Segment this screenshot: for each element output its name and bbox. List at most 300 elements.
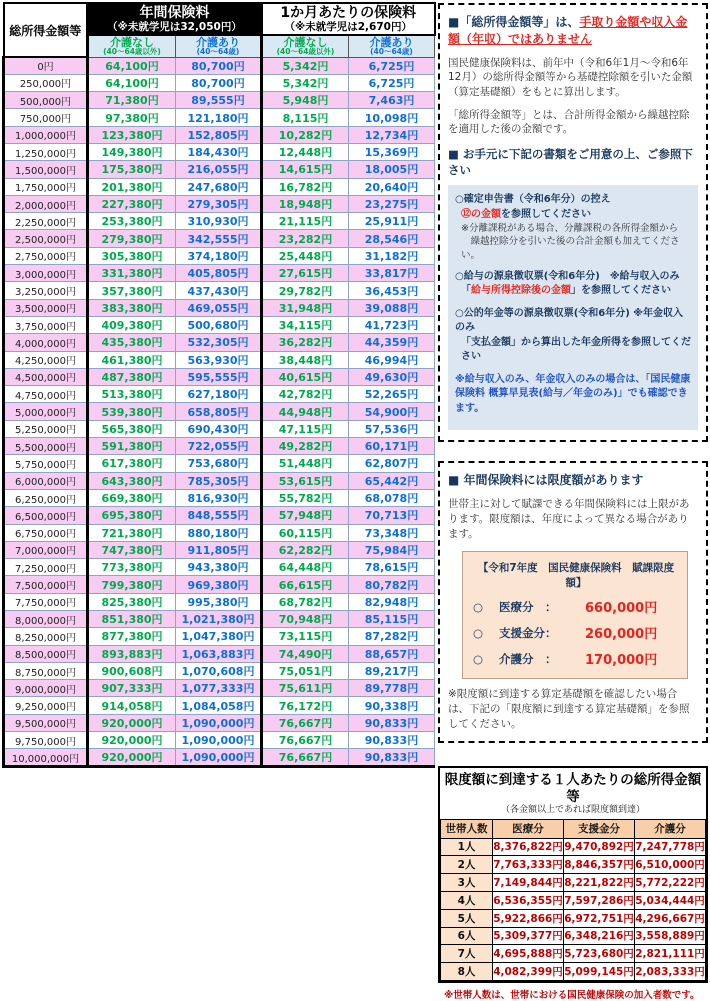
subheader-annual-no-care — [88, 35, 176, 57]
annual-no-care-cell: 253,380円 — [88, 213, 176, 230]
annual-no-care-cell: 851,380円 — [88, 611, 176, 628]
premium-row — [4, 230, 435, 247]
monthly-care-cell: 31,182円 — [349, 247, 435, 264]
limit-label: 支援金分： — [499, 625, 557, 640]
doc-item-tax-return — [455, 193, 691, 262]
premium-row — [4, 92, 435, 109]
care-amount-cell: 5,034,444円 — [635, 891, 706, 909]
premium-row — [4, 680, 435, 697]
monthly-no-care-cell: 60,115円 — [262, 524, 349, 541]
reference-rest: 」を参照してください — [571, 285, 671, 297]
limit-value: 260,000円 — [585, 627, 658, 643]
premium-row — [4, 645, 435, 662]
annual-care-cell: 500,680円 — [176, 316, 262, 333]
annual-no-care-cell: 383,380円 — [88, 299, 176, 316]
premium-table-body — [4, 57, 435, 767]
medical-amount-cell: 6,536,355円 — [493, 891, 564, 909]
income-cell: 8,500,000円 — [4, 645, 88, 662]
documents-panel — [448, 185, 698, 430]
monthly-no-care-cell: 73,115円 — [262, 628, 349, 645]
monthly-care-cell: 89,778円 — [349, 680, 435, 697]
annual-care-cell: 816,930円 — [176, 489, 262, 506]
premium-row — [4, 420, 435, 437]
annual-care-cell: 1,063,883円 — [176, 645, 262, 662]
care-amount-cell: 5,772,222円 — [635, 874, 706, 892]
income-cell: 1,000,000円 — [4, 126, 88, 143]
medical-amount-cell: 8,376,822円 — [493, 838, 564, 856]
no-care-range: (40～64歳以外) — [276, 47, 335, 57]
premium-row — [4, 403, 435, 420]
monthly-care-cell: 7,463円 — [349, 92, 435, 109]
monthly-no-care-cell: 76,667円 — [262, 714, 349, 731]
limit-row — [441, 909, 706, 927]
care-amount-cell: 3,558,889円 — [635, 927, 706, 945]
doc-reference-line: 「支払金額」から算出した年金所得を参照してください — [461, 336, 691, 363]
care-range: (40～64歳) — [370, 47, 413, 57]
income-cell: 4,000,000円 — [4, 334, 88, 351]
annual-no-care-cell: 409,380円 — [88, 316, 176, 333]
limit-reference-note: ※限度額に到達する算定基礎額を確認したい場合は、下記の「限度額に到達する算定基礎額」を参照してください。 — [448, 688, 690, 730]
doc-note: ※分離課税がある場合、分離課税の各所得金額から — [461, 223, 678, 235]
limit-table-subtitle: （各金額以上であれば限度額到達） — [500, 804, 645, 815]
premium-row — [4, 438, 435, 455]
annual-no-care-cell: 435,380円 — [88, 334, 176, 351]
annual-care-cell: 1,090,000円 — [176, 749, 262, 767]
monthly-care-cell: 65,442円 — [349, 472, 435, 489]
premium-row — [4, 489, 435, 506]
documents-title: ■ お手元に下記の書類をご用意の上、ご参照下さい — [448, 147, 693, 178]
annual-no-care-cell: 920,000円 — [88, 714, 176, 731]
income-cell: 8,000,000円 — [4, 611, 88, 628]
annual-premium-header — [88, 3, 262, 35]
income-cell: 2,500,000円 — [4, 230, 88, 247]
medical-amount-cell: 4,695,888円 — [493, 945, 564, 963]
income-cell: 2,250,000円 — [4, 213, 88, 230]
premium-row — [4, 195, 435, 212]
household-size-cell: 5人 — [441, 909, 493, 927]
medical-amount-cell: 4,082,399円 — [493, 963, 564, 981]
income-cell: 7,500,000円 — [4, 576, 88, 593]
annual-care-cell: 995,380円 — [176, 593, 262, 610]
income-cell: 6,000,000円 — [4, 472, 88, 489]
annual-premium-note: （※未就学児は32,050円） — [107, 21, 242, 34]
premium-row — [4, 265, 435, 282]
premium-row — [4, 57, 435, 74]
income-cell: 9,500,000円 — [4, 714, 88, 731]
monthly-care-cell: 68,078円 — [349, 489, 435, 506]
annual-care-cell: 563,930円 — [176, 351, 262, 368]
annual-care-cell: 785,305円 — [176, 472, 262, 489]
annual-care-cell: 627,180円 — [176, 386, 262, 403]
monthly-care-cell: 20,640円 — [349, 178, 435, 195]
monthly-no-care-cell: 5,342円 — [262, 57, 349, 74]
right-column — [438, 3, 708, 1001]
annual-no-care-cell: 461,380円 — [88, 351, 176, 368]
monthly-no-care-cell: 53,615円 — [262, 472, 349, 489]
income-definition-title — [448, 14, 698, 48]
annual-care-cell: 911,805円 — [176, 541, 262, 558]
monthly-no-care-cell: 55,782円 — [262, 489, 349, 506]
monthly-care-cell: 82,948円 — [349, 593, 435, 610]
care-amount-cell: 4,296,667円 — [635, 909, 706, 927]
monthly-no-care-cell: 36,282円 — [262, 334, 349, 351]
monthly-no-care-cell: 74,490円 — [262, 645, 349, 662]
income-column-header: 総所得金額等 — [4, 3, 88, 57]
annual-care-cell: 310,930円 — [176, 213, 262, 230]
annual-no-care-cell: 643,380円 — [88, 472, 176, 489]
annual-no-care-cell: 591,380円 — [88, 438, 176, 455]
limit-table-title: 限度額に到達する１人あたりの総所得金額等 — [444, 772, 702, 805]
annual-no-care-cell: 201,380円 — [88, 178, 176, 195]
limit-row — [441, 874, 706, 892]
annual-care-cell: 184,430円 — [176, 143, 262, 160]
premium-row — [4, 628, 435, 645]
annual-no-care-cell: 487,380円 — [88, 368, 176, 385]
limit-item-support — [473, 623, 679, 642]
annual-care-cell: 690,430円 — [176, 420, 262, 437]
annual-care-cell: 121,180円 — [176, 109, 262, 126]
monthly-care-cell: 70,713円 — [349, 507, 435, 524]
income-cell: 3,500,000円 — [4, 299, 88, 316]
annual-care-cell: 969,380円 — [176, 576, 262, 593]
monthly-no-care-cell: 62,282円 — [262, 541, 349, 558]
monthly-no-care-cell: 70,948円 — [262, 611, 349, 628]
annual-no-care-cell: 97,380円 — [88, 109, 176, 126]
premium-row — [4, 455, 435, 472]
premium-row — [4, 507, 435, 524]
monthly-care-cell: 90,833円 — [349, 749, 435, 767]
income-cell: 3,000,000円 — [4, 265, 88, 282]
annual-no-care-cell: 565,380円 — [88, 420, 176, 437]
annual-no-care-cell: 695,380円 — [88, 507, 176, 524]
annual-no-care-cell: 825,380円 — [88, 593, 176, 610]
monthly-care-cell: 49,630円 — [349, 368, 435, 385]
monthly-no-care-cell: 16,782円 — [262, 178, 349, 195]
annual-no-care-cell: 773,380円 — [88, 559, 176, 576]
annual-no-care-cell: 617,380円 — [88, 455, 176, 472]
premium-row — [4, 178, 435, 195]
annual-care-cell: 1,090,000円 — [176, 714, 262, 731]
annual-no-care-cell: 721,380円 — [88, 524, 176, 541]
income-cell: 9,750,000円 — [4, 732, 88, 749]
limit-reach-table-box — [438, 766, 708, 983]
limit-item-care — [473, 649, 679, 668]
household-size-cell: 4人 — [441, 891, 493, 909]
annual-no-care-cell: 279,380円 — [88, 230, 176, 247]
support-amount-cell: 6,972,751円 — [564, 909, 635, 927]
annual-care-cell: 279,305円 — [176, 195, 262, 212]
annual-no-care-cell: 64,100円 — [88, 74, 176, 91]
title-prefix: ■「総所得金額等」は、 — [448, 15, 580, 29]
premium-row — [4, 299, 435, 316]
monthly-no-care-cell: 10,282円 — [262, 126, 349, 143]
income-cell: 5,250,000円 — [4, 420, 88, 437]
reference-rest: を参照してください — [501, 208, 591, 220]
monthly-no-care-cell: 14,615円 — [262, 161, 349, 178]
monthly-no-care-cell: 5,948円 — [262, 92, 349, 109]
medical-amount-cell: 7,149,844円 — [493, 874, 564, 892]
monthly-no-care-cell: 51,448円 — [262, 455, 349, 472]
limit-row — [441, 856, 706, 874]
premium-row — [4, 126, 435, 143]
title-red-warning: 手取り金額や収入金額（年収）ではありません — [448, 15, 688, 46]
medical-amount-cell: 5,922,866円 — [493, 909, 564, 927]
annual-no-care-cell: 907,333円 — [88, 680, 176, 697]
annual-care-cell: 80,700円 — [176, 74, 262, 91]
support-amount-cell: 8,846,357円 — [564, 856, 635, 874]
monthly-care-cell: 62,807円 — [349, 455, 435, 472]
annual-no-care-cell: 71,380円 — [88, 92, 176, 109]
bullet-circle: ○ — [473, 625, 484, 640]
income-definition-box — [438, 3, 708, 442]
limit-label: 介護分 ： — [499, 651, 557, 666]
premium-row — [4, 559, 435, 576]
monthly-premium-title: 1か月あたりの保険料 — [280, 4, 417, 21]
income-cell: 2,750,000円 — [4, 247, 88, 264]
income-cell: 0円 — [4, 57, 88, 74]
household-size-cell: 7人 — [441, 945, 493, 963]
income-cell: 6,750,000円 — [4, 524, 88, 541]
monthly-no-care-cell: 64,448円 — [262, 559, 349, 576]
care-amount-cell: 2,083,333円 — [635, 963, 706, 981]
monthly-care-cell: 25,911円 — [349, 213, 435, 230]
doc-reference-line — [455, 208, 691, 223]
income-cell: 8,250,000円 — [4, 628, 88, 645]
doc-heading: ○公的年金等の源泉徴収票(令和6年分) ※年金収入のみ — [455, 307, 684, 334]
monthly-care-cell: 90,338円 — [349, 697, 435, 714]
income-cell: 7,000,000円 — [4, 541, 88, 558]
household-size-cell: 8人 — [441, 963, 493, 981]
limit-info-box — [438, 461, 708, 743]
income-cell: 1,500,000円 — [4, 161, 88, 178]
income-cell: 8,750,000円 — [4, 662, 88, 679]
annual-no-care-cell: 123,380円 — [88, 126, 176, 143]
monthly-care-cell: 90,833円 — [349, 732, 435, 749]
income-cell: 3,750,000円 — [4, 316, 88, 333]
annual-care-cell: 1,070,608円 — [176, 662, 262, 679]
quote-open: 「 — [461, 285, 471, 297]
monthly-care-cell: 10,098円 — [349, 109, 435, 126]
monthly-care-cell: 52,265円 — [349, 386, 435, 403]
monthly-care-cell: 78,615円 — [349, 559, 435, 576]
premium-row — [4, 161, 435, 178]
annual-care-cell: 1,084,058円 — [176, 697, 262, 714]
monthly-no-care-cell: 12,448円 — [262, 143, 349, 160]
income-cell: 4,750,000円 — [4, 386, 88, 403]
annual-care-cell: 532,305円 — [176, 334, 262, 351]
monthly-care-cell: 57,536円 — [349, 420, 435, 437]
monthly-care-cell: 18,005円 — [349, 161, 435, 178]
monthly-no-care-cell: 27,615円 — [262, 265, 349, 282]
monthly-no-care-cell: 23,282円 — [262, 230, 349, 247]
annual-no-care-cell: 747,380円 — [88, 541, 176, 558]
premium-row — [4, 143, 435, 160]
monthly-no-care-cell: 76,172円 — [262, 697, 349, 714]
annual-no-care-cell: 305,380円 — [88, 247, 176, 264]
premium-row — [4, 714, 435, 731]
care-amount-cell: 7,247,778円 — [635, 838, 706, 856]
income-cell: 9,000,000円 — [4, 680, 88, 697]
monthly-no-care-cell: 31,948円 — [262, 299, 349, 316]
doc-item-pension-slip — [455, 307, 691, 365]
limit-row — [441, 838, 706, 856]
monthly-no-care-cell: 42,782円 — [262, 386, 349, 403]
premium-row — [4, 576, 435, 593]
income-cell: 2,000,000円 — [4, 195, 88, 212]
premium-row — [4, 282, 435, 299]
income-cell: 250,000円 — [4, 74, 88, 91]
support-amount-cell: 5,099,145円 — [564, 963, 635, 981]
annual-care-cell: 152,805円 — [176, 126, 262, 143]
income-cell: 3,250,000円 — [4, 282, 88, 299]
monthly-no-care-cell: 76,667円 — [262, 749, 349, 767]
income-cell: 5,500,000円 — [4, 438, 88, 455]
income-cell: 1,750,000円 — [4, 178, 88, 195]
monthly-care-cell: 89,217円 — [349, 662, 435, 679]
limit-paragraph: 世帯主に対して賦課できる年間保険料には上限があります。限度額は、年度によって異なる場合があります。 — [448, 498, 690, 540]
no-care-range: (40～64歳以外) — [103, 47, 161, 57]
doc-heading: ○給与の源泉徴収票(令和6年分) ※給与収入のみ — [455, 270, 680, 282]
annual-care-cell: 374,180円 — [176, 247, 262, 264]
annual-care-cell: 1,077,333円 — [176, 680, 262, 697]
limit-table-header-row — [441, 819, 706, 838]
monthly-care-cell: 41,723円 — [349, 316, 435, 333]
monthly-care-cell: 75,984円 — [349, 541, 435, 558]
limit-reach-table — [440, 819, 706, 981]
annual-no-care-cell: 175,380円 — [88, 161, 176, 178]
monthly-premium-note: （※未就学児は2,670円） — [284, 21, 412, 34]
annual-no-care-cell: 539,380円 — [88, 403, 176, 420]
monthly-care-cell: 23,275円 — [349, 195, 435, 212]
premium-row — [4, 732, 435, 749]
annual-no-care-cell: 920,000円 — [88, 732, 176, 749]
monthly-no-care-cell: 57,948円 — [262, 507, 349, 524]
monthly-care-cell: 44,359円 — [349, 334, 435, 351]
income-cell: 9,250,000円 — [4, 697, 88, 714]
monthly-no-care-cell: 66,615円 — [262, 576, 349, 593]
income-cell: 7,250,000円 — [4, 559, 88, 576]
annual-care-cell: 1,090,000円 — [176, 732, 262, 749]
subheader-annual-care — [176, 35, 262, 57]
premium-row — [4, 247, 435, 264]
premium-row — [4, 593, 435, 610]
limit-value: 660,000円 — [585, 601, 658, 617]
monthly-no-care-cell: 68,782円 — [262, 593, 349, 610]
circled-12-amount: ⑫の金額 — [461, 208, 501, 220]
monthly-no-care-cell: 44,948円 — [262, 403, 349, 420]
annual-care-cell: 437,430円 — [176, 282, 262, 299]
annual-care-cell: 658,805円 — [176, 403, 262, 420]
income-cell: 6,250,000円 — [4, 489, 88, 506]
annual-no-care-cell: 914,058円 — [88, 697, 176, 714]
monthly-no-care-cell: 5,342円 — [262, 74, 349, 91]
income-cell: 5,000,000円 — [4, 403, 88, 420]
monthly-no-care-cell: 75,611円 — [262, 680, 349, 697]
annual-care-cell: 1,047,380円 — [176, 628, 262, 645]
doc-note: 繰越控除分を引いた後の合計金額も加えてください。 — [461, 236, 680, 261]
annual-care-cell: 753,680円 — [176, 455, 262, 472]
premium-row — [4, 749, 435, 767]
medical-amount-cell: 5,309,377円 — [493, 927, 564, 945]
annual-care-cell: 848,555円 — [176, 507, 262, 524]
household-size-cell: 1人 — [441, 838, 493, 856]
monthly-care-cell: 39,088円 — [349, 299, 435, 316]
premium-row — [4, 368, 435, 385]
monthly-care-cell: 80,782円 — [349, 576, 435, 593]
household-size-cell: 6人 — [441, 927, 493, 945]
premium-row — [4, 662, 435, 679]
annual-no-care-cell: 513,380円 — [88, 386, 176, 403]
limit-row — [441, 891, 706, 909]
care-range: (40～64歳) — [196, 47, 240, 57]
annual-care-cell: 80,700円 — [176, 57, 262, 74]
premium-row — [4, 386, 435, 403]
income-cell: 6,500,000円 — [4, 507, 88, 524]
premium-row — [4, 611, 435, 628]
premium-row — [4, 213, 435, 230]
monthly-care-cell: 28,546円 — [349, 230, 435, 247]
annual-no-care-cell: 877,380円 — [88, 628, 176, 645]
annual-care-cell: 469,055円 — [176, 299, 262, 316]
monthly-care-cell: 87,282円 — [349, 628, 435, 645]
medical-header: 医療分 — [493, 819, 564, 838]
calculation-paragraph: 国民健康保険料は、前年中（令和6年1月～令和6年12月）の総所得金額等から基礎控除額を引いた金額（算定基礎額）をもとに算出します。 — [448, 56, 693, 98]
limit-label: 医療分 ： — [499, 599, 557, 614]
income-cell: 5,750,000円 — [4, 455, 88, 472]
limit-amount-panel — [462, 551, 688, 679]
annual-premium-title: 年間保険料 — [139, 4, 210, 21]
annual-care-cell: 89,555円 — [176, 92, 262, 109]
monthly-no-care-cell: 25,448円 — [262, 247, 349, 264]
monthly-no-care-cell: 49,282円 — [262, 438, 349, 455]
annual-no-care-cell: 357,380円 — [88, 282, 176, 299]
household-size-cell: 3人 — [441, 874, 493, 892]
limit-row — [441, 927, 706, 945]
monthly-care-cell: 88,657円 — [349, 645, 435, 662]
monthly-care-cell: 90,833円 — [349, 714, 435, 731]
support-header: 支援金分 — [564, 819, 635, 838]
monthly-care-cell: 60,171円 — [349, 438, 435, 455]
annual-no-care-cell: 64,100円 — [88, 57, 176, 74]
panel-note: ※給与収入のみ、年金収入のみの場合は、「国民健康保険料 概算早見表(給与／年金のみ)」でも確認できます。 — [455, 373, 691, 414]
annual-no-care-cell: 920,000円 — [88, 749, 176, 767]
annual-care-cell: 1,021,380円 — [176, 611, 262, 628]
subheader-monthly-care — [349, 35, 435, 57]
care-label: 介護あり — [369, 35, 414, 49]
annual-no-care-cell: 331,380円 — [88, 265, 176, 282]
no-care-label: 介護なし — [110, 35, 154, 49]
monthly-care-cell: 6,725円 — [349, 57, 435, 74]
premium-row — [4, 351, 435, 368]
annual-care-cell: 216,055円 — [176, 161, 262, 178]
annual-care-cell: 247,680円 — [176, 178, 262, 195]
premium-row — [4, 109, 435, 126]
definition-paragraph: 「総所得金額等」とは、合計所得金額から繰越控除を適用した後の金額です。 — [448, 108, 690, 136]
income-cell: 4,500,000円 — [4, 368, 88, 385]
salary-deduction-amount: 給与所得控除後の金額 — [471, 285, 571, 297]
monthly-no-care-cell: 38,448円 — [262, 351, 349, 368]
monthly-care-cell: 6,725円 — [349, 74, 435, 91]
monthly-no-care-cell: 76,667円 — [262, 732, 349, 749]
annual-care-cell: 722,055円 — [176, 438, 262, 455]
care-label: 介護あり — [196, 35, 240, 49]
household-size-cell: 2人 — [441, 856, 493, 874]
annual-no-care-cell: 227,380円 — [88, 195, 176, 212]
monthly-care-cell: 46,994円 — [349, 351, 435, 368]
premium-row — [4, 74, 435, 91]
premium-row — [4, 472, 435, 489]
no-care-label: 介護なし — [283, 35, 328, 49]
